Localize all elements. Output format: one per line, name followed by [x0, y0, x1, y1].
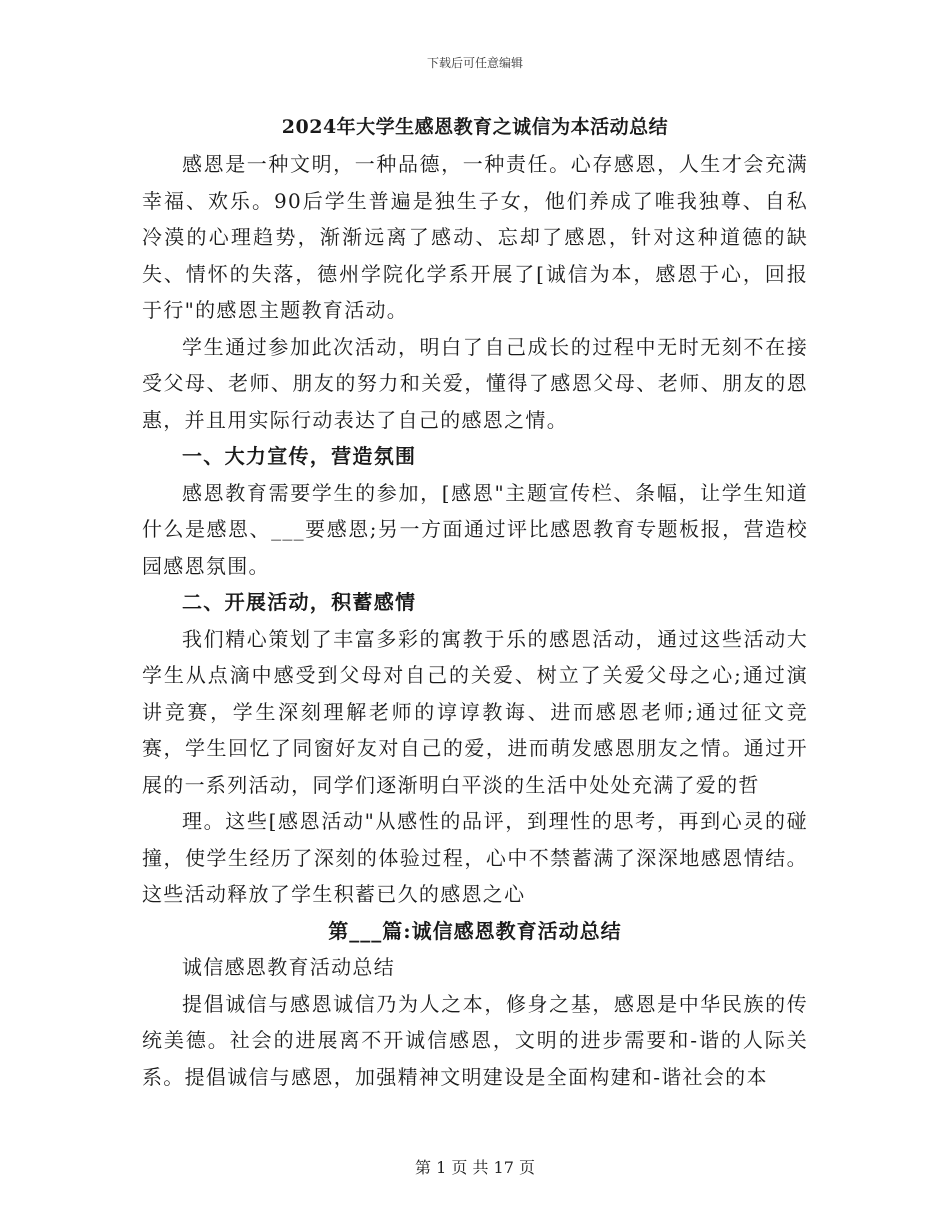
- paragraph: 感恩教育需要学生的参加，[感恩"主题宣传栏、条幅，让学生知道什么是感恩、___要感恩;另一方面通过评比感恩教育专题板报，营造校园感恩氛围。: [142, 480, 808, 578]
- document-body: [142, 112, 808, 1095]
- paragraph: 理。这些[感恩活动"从感性的品评，到理性的思考，再到心灵的碰撞，使学生经历了深刻的体验过程，心中不禁蓄满了深深地感恩情结。这些活动释放了学生积蓄已久的感恩之心: [142, 809, 808, 906]
- chapter-heading: 第___篇:诚信感恩教育活动总结: [328, 918, 622, 943]
- paragraph: 学生通过参加此次活动，明白了自己成长的过程中无时无刻不在接受父母、老师、朋友的努力和关爱，懂得了感恩父母、老师、朋友的恩惠，并且用实际行动表达了自己的感恩之情。: [142, 334, 808, 432]
- page-footer: 第 1 页 共 17 页: [415, 1158, 535, 1177]
- paragraph: 我们精心策划了丰富多彩的寓教于乐的感恩活动，通过这些活动大学生从点滴中感受到父母对自己的关爱、树立了关爱父母之心;通过演讲竞赛，学生深刻理解老师的谆谆教诲、进而感恩老师;通过征文竞赛，学生回忆了同窗好友对自己的爱，进而萌发感恩朋友之情。通过开展的一系列活动，同学们逐渐明白平淡的生活中处处充满了爱的哲: [142, 626, 808, 797]
- section-heading: 一、大力宣传，营造氛围: [182, 444, 417, 468]
- document-title: 2024年大学生感恩教育之诚信为本活动总结: [281, 116, 669, 138]
- section-heading: 二、开展活动，积蓄感情: [182, 590, 417, 614]
- page-header: 下载后可任意编辑: [426, 56, 523, 70]
- paragraph: 诚信感恩教育活动总结: [182, 955, 395, 979]
- paragraph: 提倡诚信与感恩诚信乃为人之本，修身之基，感恩是中华民族的传统美德。社会的进展离不开诚信感恩，文明的进步需要和-谐的人际关系。提倡诚信与感恩，加强精神文明建设是全面构建和-谐社会的本: [142, 991, 808, 1089]
- paragraph: 感恩是一种文明，一种品德，一种责任。心存感恩，人生才会充满幸福、欢乐。90后学生普遍是独生子女，他们养成了唯我独尊、自私冷漠的心理趋势，渐渐远离了感动、忘却了感恩，针对这种道德的缺失、情怀的失落，德州学院化学系开展了[诚信为本，感恩于心，回报于行"的感恩主题教育活动。: [142, 152, 808, 322]
